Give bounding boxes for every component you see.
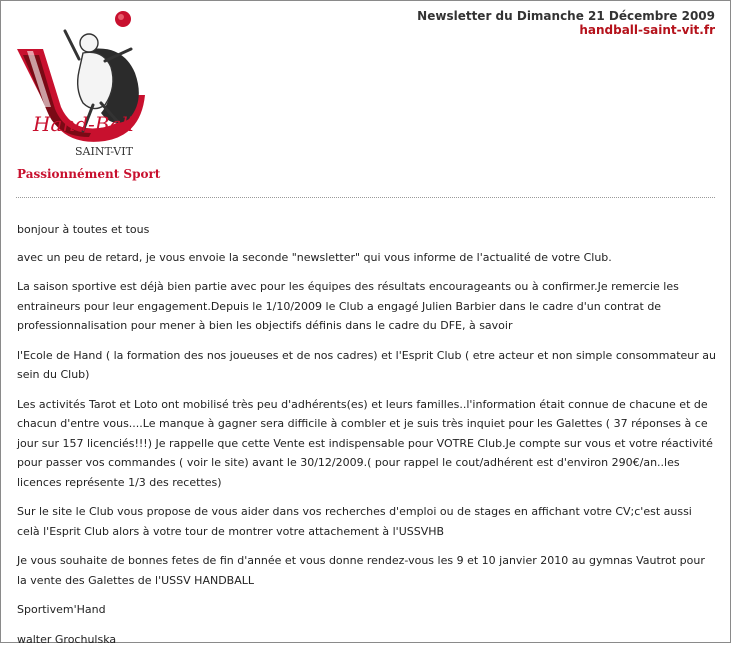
paragraph-activites: Les activités Tarot et Loto ont mobilisé très peu d'adhérents(es) et leurs familles..l'information était connue de chacune et de chacun d'entre vous....Le manque à gagner sera difficile à combler et je suis très inquiet pour les Galettes ( 37 réponses à ce jour sur 157 licenciés!!!) Je rappelle que cette Vente est indispensable pour VOTRE Club.Je compte sur vous et votre réactivité pour passer vos commandes ( voir le site) avant le 30/12/2009.( pour rappel le cout/adhérent est d'environ 290€/an..les licences représente 1/3 des recettes): [17, 397, 713, 489]
newsletter-header: [1, 1, 730, 193]
handball-player-logo-icon: [13, 9, 163, 164]
paragraph-voeux: Je vous souhaite de bonnes fetes de fin d'année et vous donne rendez-vous les 9 et 10 janvier 2010 au gymnas Vautrot pour la vente des Galettes de l'USSV HANDBALL: [17, 554, 705, 587]
paragraph-intro: avec un peu de retard, je vous envoie la seconde "newsletter" qui vous informe de l'actualité de votre Club.: [17, 250, 612, 264]
logo-subtitle: SAINT-VIT: [75, 145, 133, 158]
paragraph-site: Sur le site le Club vous propose de vous aider dans vos recherches d'emploi ou de stages en affichant votre CV;c'est aussi celà l'Esprit Club alors à votre tour de montrer votre attachement à l'USSVHB: [17, 505, 692, 538]
newsletter-info: [417, 9, 715, 37]
paragraph-season: La saison sportive est déjà bien partie avec pour les équipes des résultats encourageants ou à confirmer.Je remercie les entraineurs pour leur engagement.Depuis le 1/10/2009 le Club a engagé Julien Barbier dans le cadre d'un contrat de professionnalisation pour mener à bien les objectifs définis dans le cadre du DFE, à savoir: [17, 280, 679, 332]
newsletter-date: Newsletter du Dimanche 21 Décembre 2009: [417, 9, 715, 23]
logo-script-text: Hand-Ball: [33, 112, 135, 136]
closing: Sportivem'Hand: [17, 603, 106, 616]
tagline: Passionnément Sport: [17, 167, 161, 181]
header-divider: [16, 197, 715, 198]
paragraph-ecole: l'Ecole de Hand ( la formation des nos joueuses et de nos cadres) et l'Esprit Club ( etre acteur et non simple consommateur au sein du Club): [17, 348, 716, 381]
signature: walter Grochulska: [17, 632, 117, 646]
greeting: bonjour à toutes et tous: [17, 223, 150, 236]
newsletter-body: [17, 220, 717, 659]
site-link[interactable]: handball-saint-vit.fr: [579, 23, 715, 37]
